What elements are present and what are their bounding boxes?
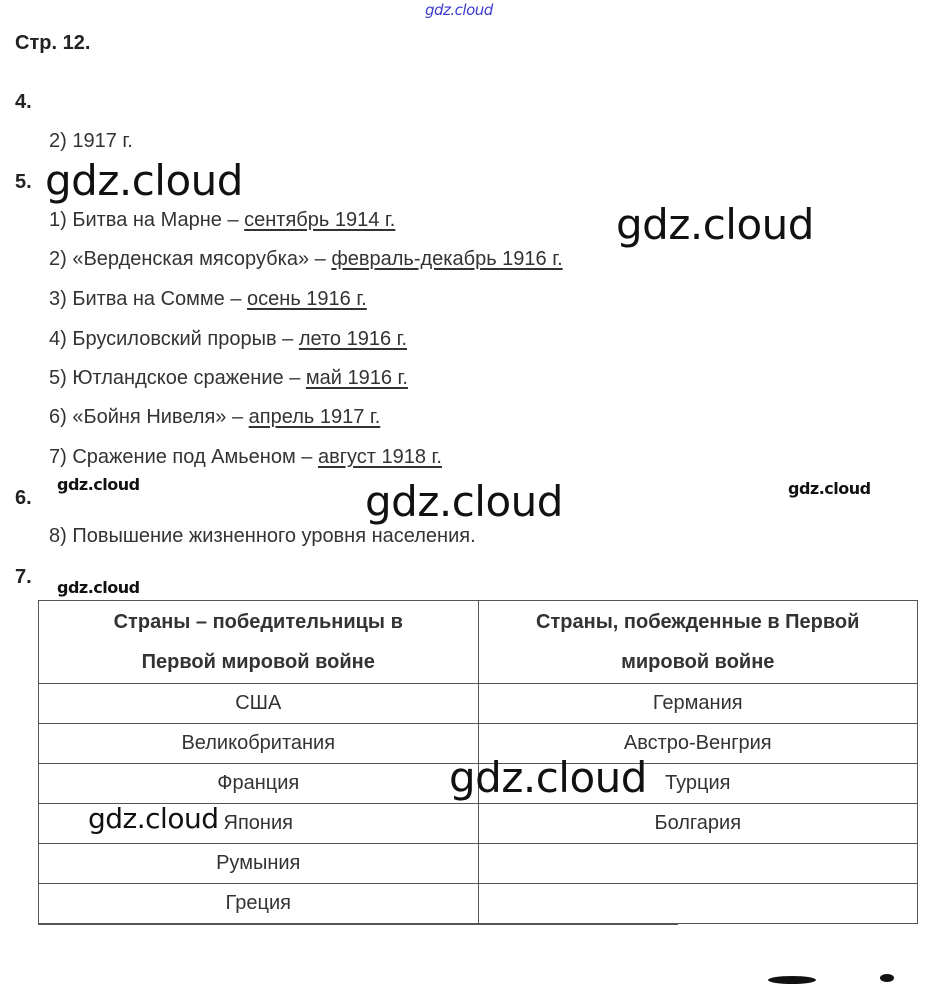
q5-item-7 (49, 446, 442, 469)
table-row (39, 684, 918, 724)
watermark: gdz.cloud (449, 753, 647, 802)
watermark: gdz.cloud (45, 156, 243, 205)
q5-item-5-answer: май 1916 г. (305, 367, 408, 389)
q5-item-3-prefix: 3) Битва на Сомме – (49, 288, 248, 310)
q5-item-6-answer: апрель 1917 г. (248, 406, 381, 428)
defeated-cell (478, 844, 918, 884)
q5-item-3-answer: осень 1916 г. (247, 288, 367, 310)
winner-cell: Греция (39, 884, 479, 924)
scan-mark (768, 976, 816, 984)
scan-mark (880, 974, 894, 982)
header-defeated (478, 601, 918, 684)
watermark: gdz.cloud (365, 477, 563, 526)
header-defeated-line-2: мировой войне (621, 651, 775, 673)
q5-item-2-prefix: 2) «Верденская мясорубка» – (49, 248, 332, 270)
question-6-number: 6. (15, 487, 32, 509)
q5-item-5-prefix: 5) Ютландское сражение – (49, 367, 306, 389)
q5-item-2 (49, 248, 563, 271)
question-7-number: 7. (15, 566, 32, 588)
table-row (39, 884, 918, 924)
page-label: Стр. 12. (15, 32, 91, 54)
winner-cell: США (39, 684, 479, 724)
q5-item-3 (49, 288, 367, 311)
q5-item-4 (49, 328, 407, 351)
defeated-cell: Германия (478, 684, 918, 724)
q5-item-2-answer: февраль-декабрь 1916 г. (331, 248, 563, 270)
header-winners-line-1: Страны – победительницы в (113, 611, 403, 633)
q5-item-1 (49, 209, 395, 232)
watermark: gdz.cloud (57, 578, 140, 597)
question-4-number: 4. (15, 91, 32, 113)
defeated-cell: Австро-Венгрия (478, 724, 918, 764)
header-winners-line-2: Первой мировой войне (141, 651, 375, 673)
q5-item-7-prefix: 7) Сражение под Амьеном – (49, 446, 318, 468)
watermark: gdz.cloud (616, 200, 814, 249)
winner-cell: Япония (39, 804, 479, 844)
q5-item-1-prefix: 1) Битва на Марне – (49, 209, 245, 231)
winner-cell: Франция (39, 764, 479, 804)
q5-item-6 (49, 406, 380, 429)
watermark: gdz.cloud (788, 479, 871, 498)
defeated-cell: Болгария (478, 804, 918, 844)
winner-cell: Великобритания (39, 724, 479, 764)
defeated-cell (478, 884, 918, 924)
table-row (39, 844, 918, 884)
header-defeated-line-1: Страны, побежденные в Первой (536, 611, 860, 633)
question-5-number: 5. (15, 171, 32, 193)
header-winners (39, 601, 479, 684)
table-header-row (39, 601, 918, 684)
q5-item-1-answer: сентябрь 1914 г. (244, 209, 396, 231)
watermark: gdz.cloud (88, 802, 219, 835)
watermark: gdz.cloud (57, 475, 140, 494)
q5-item-5 (49, 367, 408, 390)
question-6-answer: 8) Повышение жизненного уровня населения. (49, 525, 476, 547)
q5-item-4-answer: лето 1916 г. (298, 328, 408, 350)
q5-item-6-prefix: 6) «Бойня Нивеля» – (49, 406, 249, 428)
defeated-cell: Турция (478, 764, 918, 804)
watermark-top: gdz.cloud (425, 1, 493, 19)
winner-cell: Румыния (39, 844, 479, 884)
q5-item-7-answer: август 1918 г. (317, 446, 442, 468)
q5-item-4-prefix: 4) Брусиловский прорыв – (49, 328, 299, 350)
scan-line (38, 924, 678, 925)
question-4-answer: 2) 1917 г. (49, 130, 133, 152)
